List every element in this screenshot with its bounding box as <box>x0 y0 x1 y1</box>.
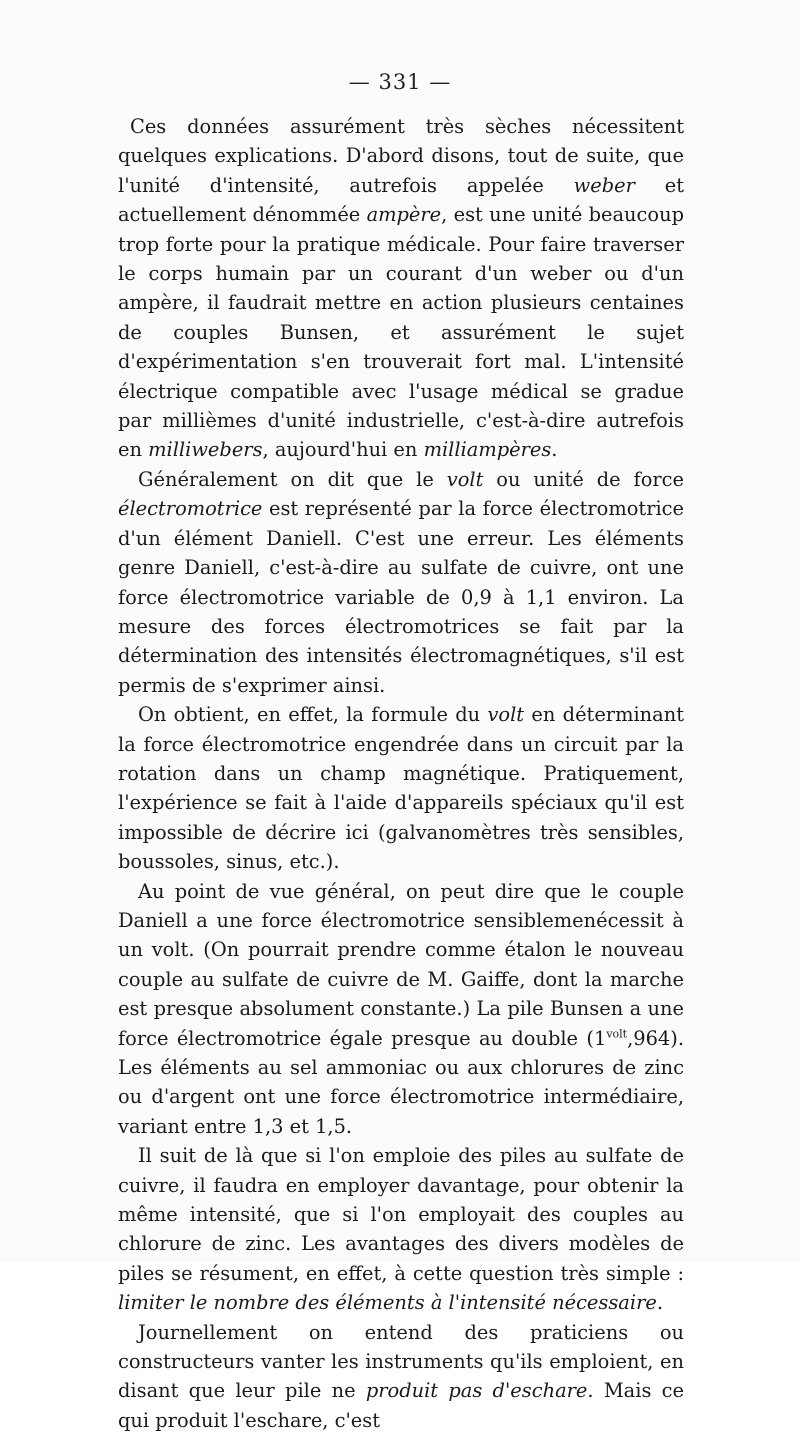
text-run: , aujourd'hui en <box>262 438 424 462</box>
italic-term: milliampères <box>423 438 552 462</box>
text-run: en déterminant la force électromotrice engendrée dans un circuit par la rotation dans un champ magnétique. Pratiquement, l'expérience se fait à l'aide d'appareils spéciaux qu'il est impossible de décrire ici (galvanomètres très sensibles, boussoles, sinus, etc.). <box>118 703 684 874</box>
page-number: — 331 — <box>348 70 452 94</box>
text-run: Journellement on entend des praticiens ou constructeurs vanter les instruments qu'ils emploient, en disant que leur pile ne <box>118 1320 684 1403</box>
italic-term: électromotrice <box>118 497 263 521</box>
italic-term: weber <box>573 173 635 197</box>
text-run: . <box>656 1291 663 1315</box>
text-run: et actuellement dénommée <box>118 173 685 227</box>
italic-term: ampère <box>366 203 442 227</box>
body-text <box>118 112 684 1435</box>
text-run: Au point de vue général, on peut dire que le couple Daniell a une force électromotrice sensiblemenécessit à un volt. (On pourrait prendre comme étalon le nouveau couple au sulfate de cuivre de M. Gaiffe, dont la marche est presque absolument constante.) La pile Bunsen a une force électromotrice égale presque au double (1 <box>118 879 684 1050</box>
text-run: . <box>551 438 558 462</box>
text-run: Généralement on dit que le <box>138 467 447 491</box>
text-run: ou unité de force <box>483 467 684 491</box>
paragraph-5 <box>118 1141 684 1317</box>
text-run: On obtient, en effet, la formule du <box>138 703 488 727</box>
paragraph-3 <box>118 700 684 876</box>
paragraph-4 <box>118 877 684 1142</box>
text-run: Ces données assurément très sèches nécessitent quelques explications. D'abord disons, tout de suite, que l'unité d'intensité, autrefois appelée <box>118 115 684 197</box>
paragraph-2 <box>118 465 684 700</box>
italic-term: volt <box>446 467 484 491</box>
italic-term: volt <box>487 703 525 727</box>
text-run: , est une unité beaucoup trop forte pour la pratique médicale. Pour faire traverser le corps humain par un courant d'un weber ou d'un ampère, il faudrait mettre en action plusieurs centaines de couples Bunsen, et assurément le sujet d'expérimentation s'en trouverait fort mal. L'intensité électrique compatible avec l'usage médical se gradue par millièmes d'unité industrielle, c'est-à-dire autrefois en <box>118 203 684 462</box>
text-run: Il suit de là que si l'on emploie des piles au sulfate de cuivre, il faudra en employer davantage, pour obtenir la même intensité, que si l'on employait des couples au chlorure de zinc. Les avantages des divers modèles de piles se résument, en effet, à cette question très simple : <box>118 1144 684 1285</box>
text-run: ,964). Les éléments au sel ammoniac ou aux chlorures de zinc ou d'argent ont une force électromotrice intermédiaire, variant entre 1,3 et 1,5. <box>118 1026 684 1138</box>
italic-term: milliwebers <box>148 438 263 462</box>
italic-term: limiter le nombre des éléments à l'intensité nécessaire <box>118 1291 657 1315</box>
italic-term: produit pas d'eschare <box>365 1379 588 1403</box>
paragraph-1 <box>118 112 684 465</box>
superscript-unit: volt <box>606 1027 628 1041</box>
paragraph-6 <box>118 1318 684 1435</box>
text-run: est représenté par la force électromotrice d'un élément Daniell. C'est une erreur. Les éléments genre Daniell, c'est-à-dire au sulfate de cuivre, ont une force électromotrice variable de 0,9 à 1,1 environ. La mesure des forces électromotrices se fait par la détermination des intensités électromagnétiques, s'il est permis de s'exprimer ainsi. <box>118 497 684 697</box>
text-run: . Mais ce qui produit l'eschare, c'est <box>118 1379 684 1432</box>
